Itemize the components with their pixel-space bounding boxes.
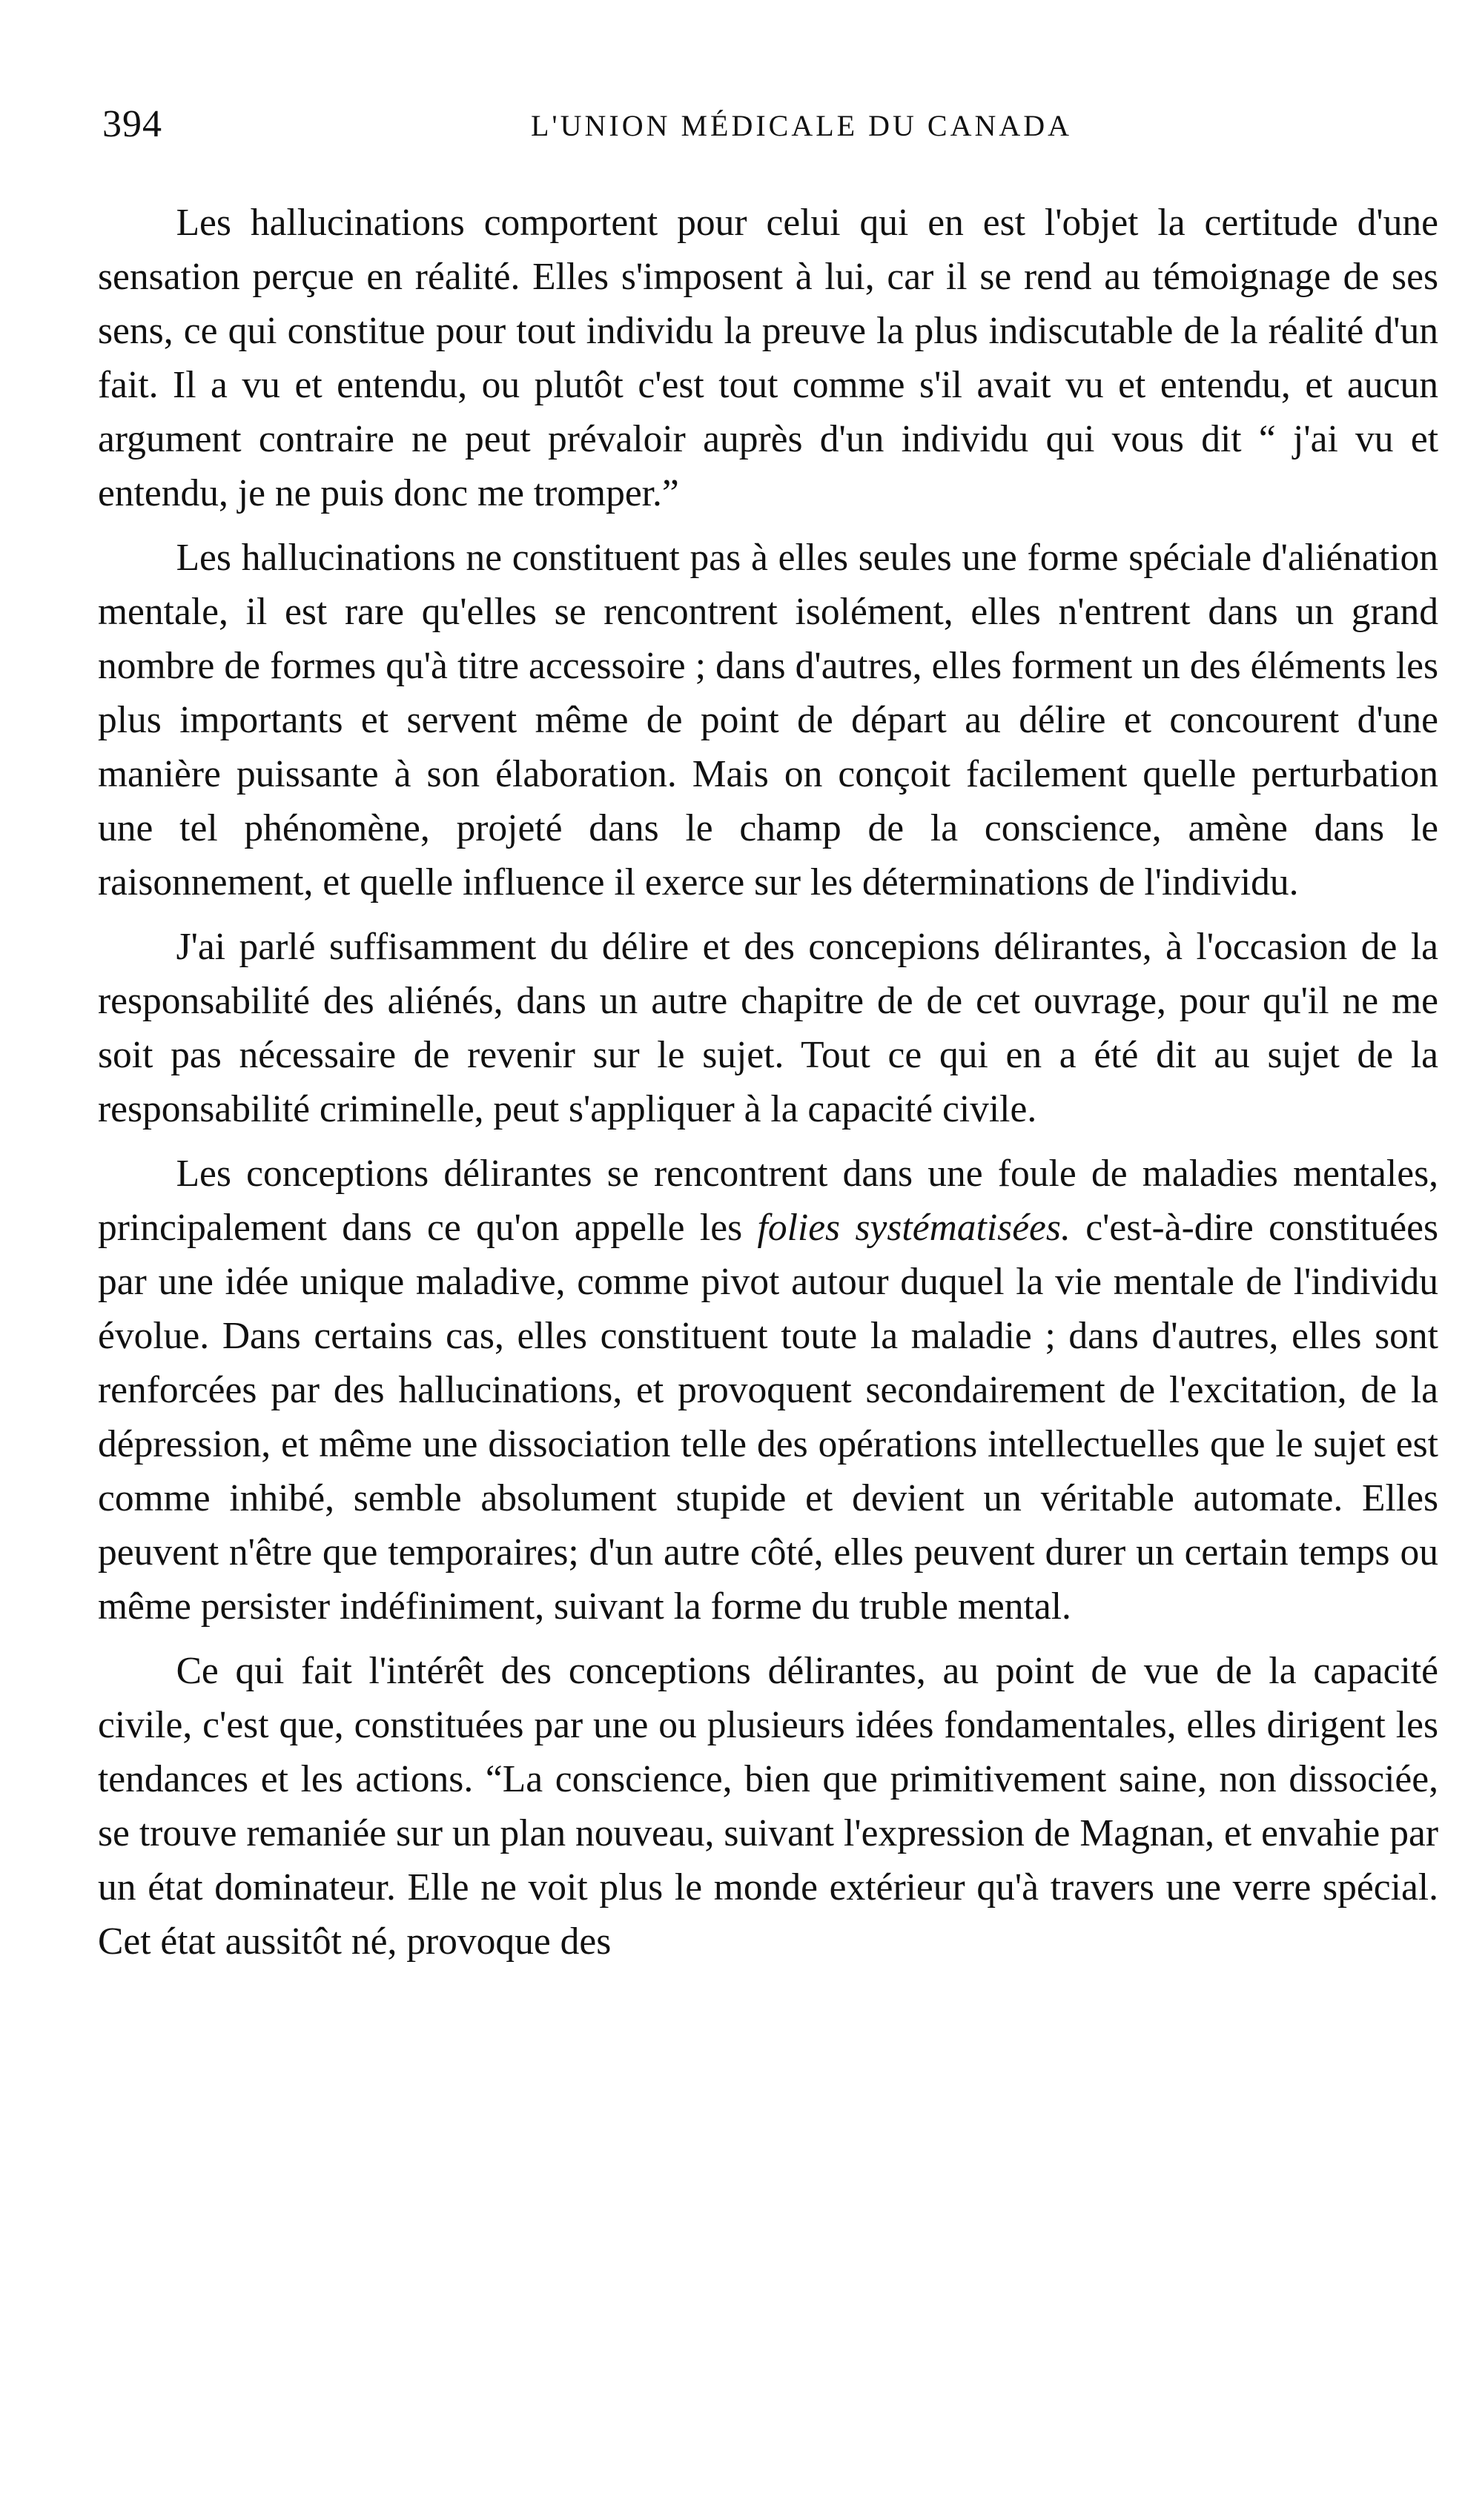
paragraph-text-segment: c'est-à-dire constituées par une idée unique maladive, comme pivot autour duquel la vie mentale de l'individu évolue. Dans certains cas, elles constituent toute la maladie ; dans d'autres, elles sont renforcées par des hallucinations, et provoquent secondairement de l'excitation, de la dépression, et même une dissociation telle des opérations intellectuelles que le sujet est comme inhibé, semble absolument stupide et devient un véritable automate. Elles peuvent n'être que temporaires; d'un autre côté, elles peuvent durer un certain temps ou même persister indéfiniment, suivant la forme du truble mental. (98, 1207, 1439, 1628)
body-text (98, 196, 1438, 1969)
paragraph-delire-responsabilite: J'ai parlé suffisamment du délire et des concepions délirantes, à l'occasion de la responsabilité des aliénés, dans un autre chapitre de de cet ouvrage, pour qu'il ne me soit pas nécessaire de revenir sur le sujet. Tout ce qui en a été dit au sujet de la responsabilité criminelle, peut s'appliquer à la capacité civile. (98, 926, 1438, 1130)
paragraph-text-segment: Les conceptions délirantes se rencontrent dans une foule de maladies mentales, principalement dans ce qu'on appelle les (98, 1153, 1438, 1249)
paragraph-hallucinations-forme: Les hallucinations ne constituent pas à elles seules une forme spéciale d'aliénation mentale, il est rare qu'elles se rencontrent isolément, elles n'entrent dans un grand nombre de formes qu'à titre accessoire ; dans d'autres, elles forment un des éléments les plus importants et servent même de point de départ au délire et concourent d'une manière puissante à son élaboration. Mais on conçoit facilement quelle perturbation une tel phénomène, projeté dans le champ de la conscience, amène dans le raisonnement, et quelle influence il exerce sur les déterminations de l'individu. (98, 537, 1438, 903)
paragraph-conceptions-delirantes (98, 1147, 1438, 1634)
running-head: L'UNION MÉDICALE DU CANADA (530, 109, 1073, 142)
paragraph-capacite-civile: Ce qui fait l'intérêt des conceptions délirantes, au point de vue de la capacité civile, c'est que, constituées par une ou plusieurs idées fondamentales, elles dirigent les tendances et les actions. “La conscience, bien que primitivement saine, non dissociée, se trouve remaniée sur un plan nouveau, suivant l'expression de Magnan, et envahie par un état dominateur. Elle ne voit plus le monde extérieur qu'à travers une verre spécial. Cet état aussitôt né, provoque des (98, 1650, 1438, 1963)
page-number: 394 (102, 103, 162, 145)
paragraph-hallucinations-certitude: Les hallucinations comportent pour celui qui en est l'objet la certitude d'une sensation perçue en réalité. Elles s'imposent à lui, car il se rend au témoignage de ses sens, ce qui constitue pour tout individu la preuve la plus indiscutable de la réalité d'un fait. Il a vu et entendu, ou plutôt c'est tout comme s'il avait vu et entendu, et aucun argument contraire ne peut prévaloir auprès d'un individu qui vous dit “ j'ai vu et entendu, je ne puis donc me tromper.” (98, 202, 1438, 514)
page-header (98, 102, 1438, 162)
paragraph-italic-term: folies systématisées. (757, 1207, 1071, 1249)
